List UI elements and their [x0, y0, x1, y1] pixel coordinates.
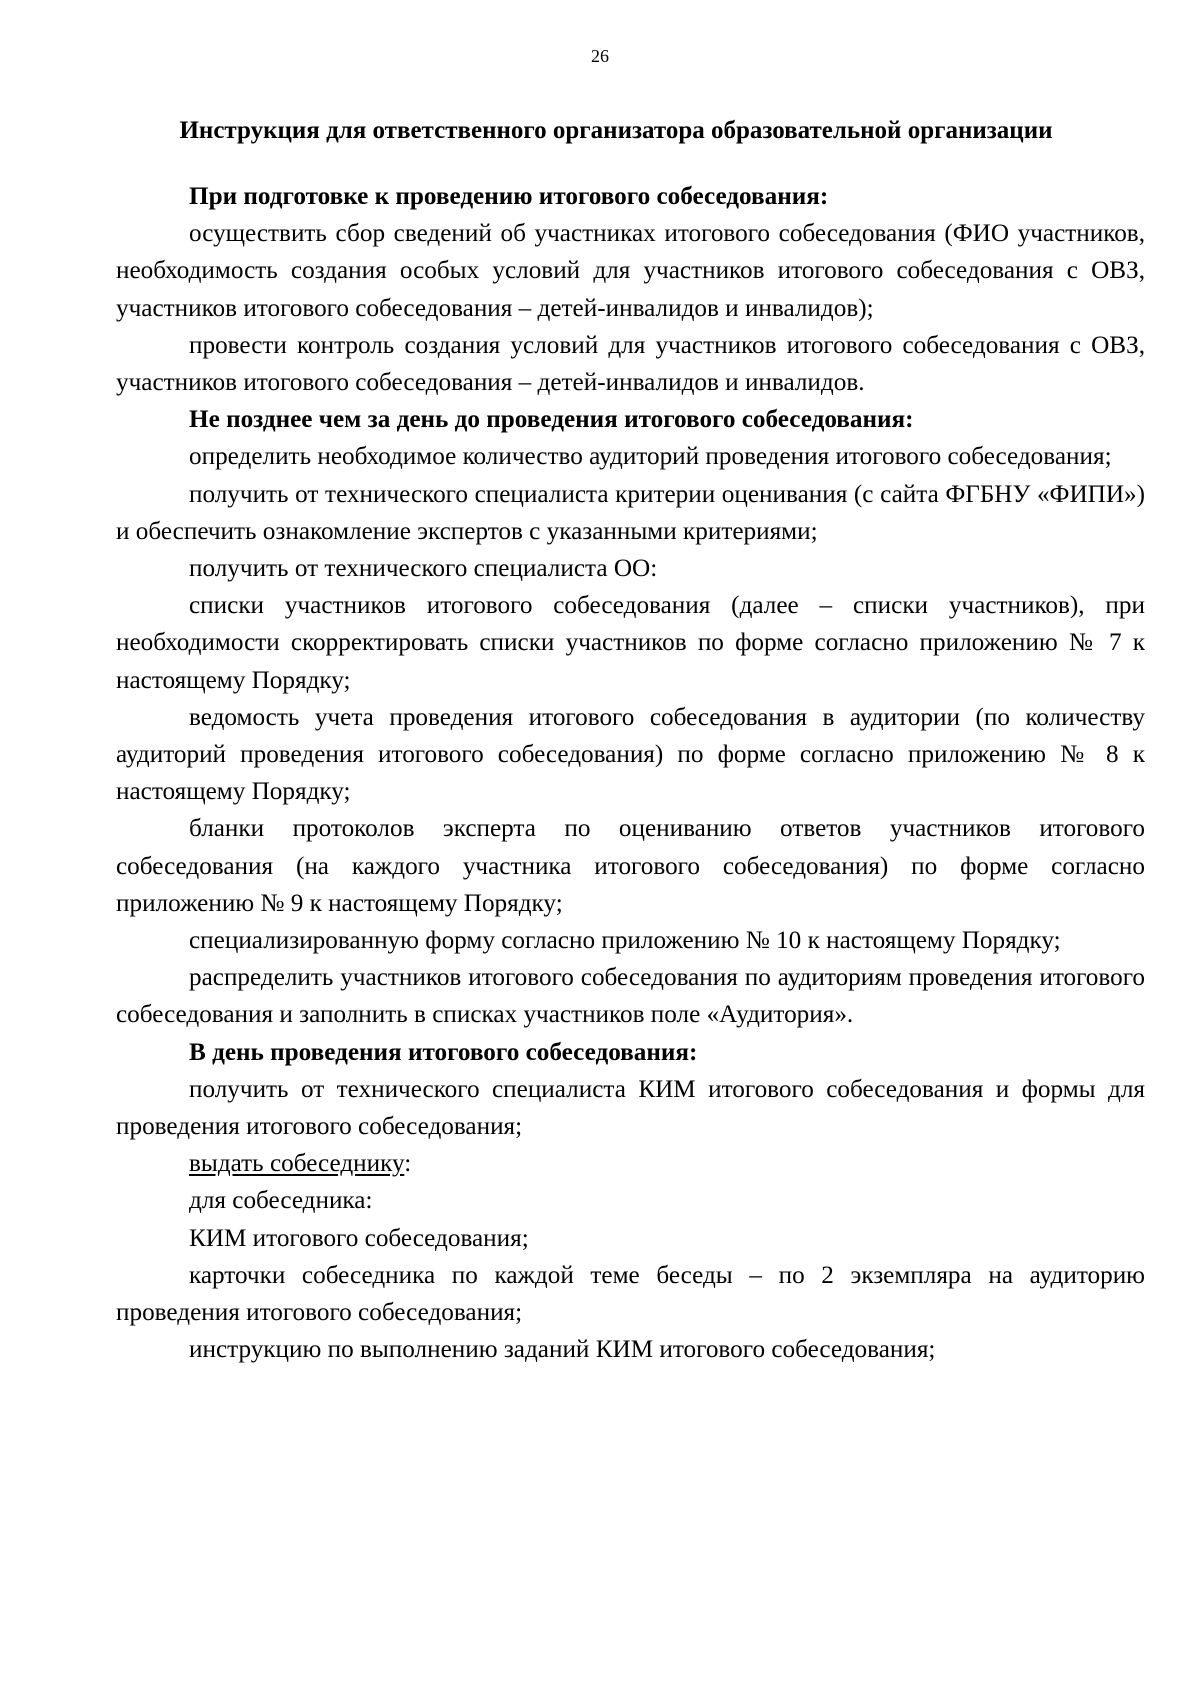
paragraph: КИМ итогового собеседования;	[189, 1224, 529, 1252]
paragraph: получить от технического специалиста ОО:	[189, 555, 658, 583]
issue-label: выдать собеседнику	[189, 1150, 405, 1178]
paragraph: для собеседника:	[189, 1187, 373, 1215]
paragraph: распределить участников итогового собеседования по аудиториям проведения итогового собеседования и заполнить в списках участников поле «Аудитория».	[116, 964, 1145, 1029]
paragraph: специализированную форму согласно приложению № 10 к настоящему Порядку;	[189, 927, 1061, 955]
paragraph: бланки протоколов эксперта по оцениванию ответов участников итогового собеседования (на каждого участника итогового собеседования) по форме согласно приложению № 9 к настоящему Порядку;	[116, 815, 1145, 917]
paragraph: инструкцию по выполнению заданий КИМ итогового собеседования;	[189, 1336, 936, 1364]
section-heading-day-before: Не позднее чем за день до проведения итогового собеседования:	[189, 406, 914, 434]
paragraph: осуществить сбор сведений об участниках итогового собеседования (ФИО участников, необходимость создания особых условий для участников итогового собеседования с ОВЗ, участников итогового собеседования – детей-инвалидов и инвалидов);	[116, 220, 1145, 322]
paragraph: получить от технического специалиста КИМ итогового собеседования и формы для проведения итогового собеседования;	[116, 1075, 1145, 1141]
paragraph: провести контроль создания условий для участников итогового собеседования с ОВЗ, участников итогового собеседования – детей-инвалидов и инвалидов.	[116, 331, 1145, 397]
section-heading-preparation: При подготовке к проведению итогового собеседования:	[189, 183, 829, 210]
paragraph: списки участников итогового собеседования (далее – списки участников), при необходимости скорректировать списки участников по форме согласно приложению № 7 к настоящему Порядку;	[116, 592, 1145, 694]
document-body	[116, 178, 1145, 1369]
issue-line	[116, 1145, 1145, 1182]
section-heading-exam-day: В день проведения итогового собеседования:	[189, 1038, 698, 1066]
document-title: Инструкция для ответственного организатора образовательной организации	[179, 117, 1053, 144]
paragraph: определить необходимое количество аудиторий проведения итогового собеседования;	[189, 443, 1112, 471]
issue-suffix: :	[404, 1150, 412, 1178]
paragraph: ведомость учета проведения итогового собеседования в аудитории (по количеству аудиторий проведения итогового собеседования) по форме согласно приложению № 8 к настоящему Порядку;	[116, 703, 1145, 806]
paragraph: получить от технического специалиста критерии оценивания (с сайта ФГБНУ «ФИПИ») и обеспечить ознакомление экспертов с указанными критериями;	[116, 480, 1145, 545]
page-number: 26	[591, 46, 609, 66]
paragraph: карточки собеседника по каждой теме беседы – по 2 экземпляра на аудиторию проведения итогового собеседования;	[116, 1261, 1145, 1327]
